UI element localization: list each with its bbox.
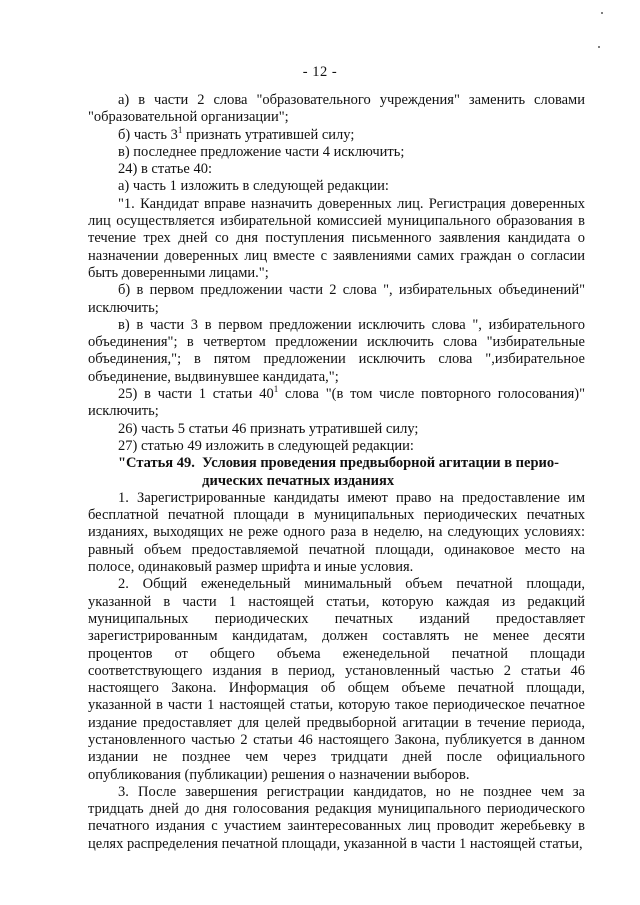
amendment-paragraph: б) в первом предложении части 2 слова ", избирательных объединений" исключить;: [88, 282, 585, 316]
amendment-paragraph: в) последнее предложение части 4 исключить;: [118, 143, 405, 160]
article-title: Условия проведения предвыборной агитации в перио- дических печатных изданиях: [202, 455, 559, 489]
document-body: [88, 92, 585, 853]
amendment-paragraph: 27) статью 49 изложить в следующей редакции:: [118, 437, 414, 454]
article-paragraph: 1. Зарегистрированные кандидаты имеют право на предоставление им бесплатной печатной площади в муниципальных периодических печатных изданиях, выходящих не реже одного раза в неделю, на следующих условиях: равный объем предоставляемой печатной площади, одинаковое место на полосе, одинаковый размер шрифта и иные условия.: [88, 489, 585, 576]
superscript-mark: 1: [273, 384, 279, 395]
amendment-paragraph: 24) в статье 40:: [118, 161, 212, 178]
amendment-paragraph: а) часть 1 изложить в следующей редакции:: [118, 178, 389, 195]
article-paragraph: 3. После завершения регистрации кандидатов, но не позднее чем за тридцать дней до дня голосования редакция муниципального периодического печатного издания с участием заинтересованных лиц проводит жеребьевку в целях распределения печатной площади, указанной в части 1 настоящей статьи,: [88, 783, 585, 852]
page-number: - 12 -: [302, 64, 338, 80]
amendment-paragraph: б) часть $3^1$ признать утратившей силу;: [118, 124, 355, 143]
article-paragraph: 2. Общий еженедельный минимальный объем печатной площади, указанной в части 1 настоящей статьи, которую каждая из редакций муниципальных периодических печатных изданий предоставляет зарегистрированным кандидатам, должен составлять не менее десяти процентов от общего объема еженедельной печатной площади соответствующего издания в период, установленный частью 2 статьи 46 настоящего Закона. Информация об общем объеме печатной площади, указанной в части 1 настоящей статьи, которую такое периодическое печатное издание предоставляет для целей предвыборной агитации в течение периода, установленного частью 2 статьи 46 настоящего Закона, публикуется в данном издании не позднее чем через тридцати дней после официального опубликования (публикации) решения о назначении выборов.: [88, 576, 585, 783]
article-number: "Статья 49.: [118, 455, 195, 472]
amendment-paragraph: а) в части 2 слова "образовательного учреждения" заменить словами "образовательной организации";: [88, 92, 585, 126]
amendment-paragraph: 25) в части 1 статьи $40^1$ слова "(в том числе повторного голосования)" исключить;: [88, 384, 585, 420]
quoted-text-paragraph: "1. Кандидат вправе назначить доверенных лиц. Регистрация доверенных лиц осуществляется избирательной комиссией муниципального образования в течение трех дней со дня поступления письменного заявления кандидата о назначении доверенных лиц вместе с заявлениями самих граждан о согласии быть доверенными лицами.";: [88, 195, 585, 281]
article-heading: [88, 455, 585, 490]
amendment-paragraph: 26) часть 5 статьи 46 признать утратившей силу;: [118, 420, 419, 437]
superscript-mark: 1: [177, 124, 183, 135]
amendment-paragraph: в) в части 3 в первом предложении исключить слова ", избирательного объединения"; в четвертом предложении исключить слова "избирательные объединения,"; в пятом предложении исключить слова ",избирательное объединение, выдвинувшее кандидата,";: [88, 316, 585, 385]
scan-speck: [601, 12, 603, 14]
scan-speck: [598, 46, 600, 48]
